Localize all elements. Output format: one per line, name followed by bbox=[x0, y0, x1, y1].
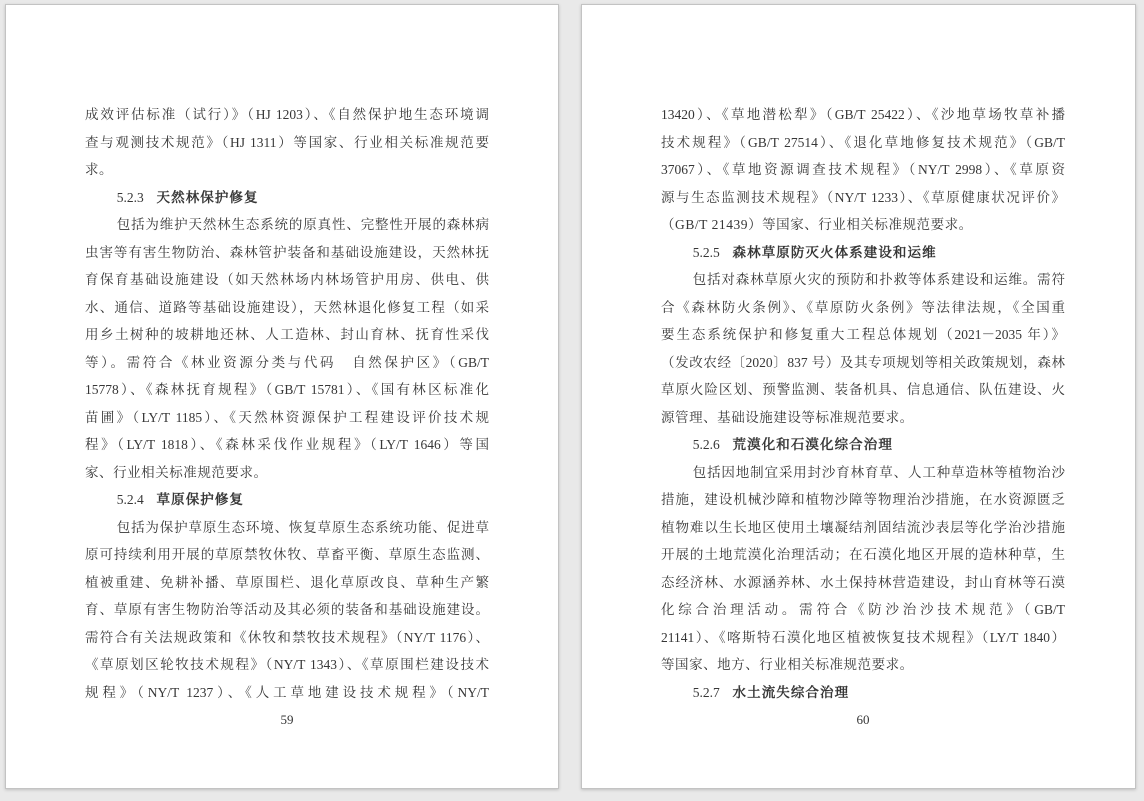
page-text-block bbox=[85, 101, 489, 734]
text-line: 源与生态监测技术规程》（NY/T 1233）、《草原健康状况评价》 bbox=[661, 189, 1065, 205]
text-line: 植物难以生长地区使用土壤凝结剂固结流沙表层等化学治沙措施 bbox=[661, 519, 1065, 535]
text-line: 育、草原有害生物防治等活动及其必须的装备和基础设施建设。 bbox=[85, 602, 489, 617]
text-line: 植被重建、免耕补播、草原围栏、退化草原改良、草种生产繁 bbox=[85, 574, 489, 590]
text-line: 求。 bbox=[85, 162, 114, 177]
text-line: 要生态系统保护和修复重大工程总体规划（2021－2035 年）》 bbox=[661, 327, 1065, 342]
text-line: 程》（LY/T 1818）、《森林采伐作业规程》（LY/T 1646）等国 bbox=[85, 437, 489, 452]
text-line: 措施，建设机械沙障和植物沙障等物理治沙措施，在水资源匮乏 bbox=[661, 492, 1065, 507]
document-page-59 bbox=[5, 4, 559, 789]
section-number: 5.2.7 bbox=[692, 684, 720, 700]
text-line: 源管理、基础设施建设等标准规范要求。 bbox=[661, 409, 914, 425]
section-title: 水土流失综合治理 bbox=[732, 684, 850, 700]
section-number: 5.2.5 bbox=[692, 244, 720, 260]
text-line: 等国家、地方、行业相关标准规范要求。 bbox=[661, 657, 914, 672]
text-line: 苗圃》（LY/T 1185）、《天然林资源保护工程建设评价技术规 bbox=[85, 409, 489, 425]
text-line: 查与观测技术规范》（HJ 1311）等国家、行业相关标准规范要 bbox=[85, 134, 489, 150]
document-page-60 bbox=[581, 4, 1136, 789]
text-line: 规程》（NY/T 1237）、《人工草地建设技术规程》（NY/T bbox=[85, 684, 489, 700]
text-line: （GB/T 21439）等国家、行业相关标准规范要求。 bbox=[661, 217, 973, 232]
text-line: 包括为维护天然林生态系统的原真性、完整性开展的森林病 bbox=[116, 217, 489, 232]
text-line: 包括对森林草原火灾的预防和扑救等体系建设和运维。需符 bbox=[692, 272, 1065, 287]
section-title: 荒漠化和石漠化综合治理 bbox=[732, 437, 893, 452]
page-text-block bbox=[661, 101, 1065, 734]
text-line: 水、通信、道路等基础设施建设），天然林退化修复工程（如采 bbox=[85, 299, 489, 315]
text-line: 合《森林防火条例》、《草原防火条例》等法律法规，《全国重 bbox=[661, 299, 1065, 315]
section-title: 草原保护修复 bbox=[156, 492, 245, 507]
section-heading bbox=[85, 184, 489, 212]
text-line: 37067）、《草地资源调查技术规程》（NY/T 2998）、《草原资 bbox=[661, 162, 1065, 177]
section-number: 5.2.4 bbox=[116, 492, 144, 507]
text-line: 育保育基础设施建设（如天然林场内林场管护用房、供电、供 bbox=[85, 272, 489, 287]
text-line: 15778）、《森林抚育规程》（GB/T 15781）、《国有林区标准化 bbox=[85, 382, 489, 397]
page-number: 60 bbox=[856, 712, 870, 727]
page-number: 59 bbox=[280, 712, 294, 727]
text-line: 需符合有关法规政策和《休牧和禁牧技术规程》（NY/T 1176）、 bbox=[85, 629, 489, 645]
section-heading bbox=[661, 679, 1065, 707]
text-line: 虫害等有害生物防治、森林管护装备和基础设施建设，天然林抚 bbox=[85, 244, 489, 260]
text-line: 13420）、《草地潜松犁》（GB/T 25422）、《沙地草场牧草补播 bbox=[661, 107, 1065, 122]
section-title: 森林草原防灭火体系建设和运维 bbox=[732, 244, 937, 260]
text-line: 技术规程》（GB/T 27514）、《退化草地修复技术规范》（GB/T bbox=[661, 134, 1065, 150]
text-line: 态经济林、水源涵养林、水土保持林营造建设，封山育林等石漠 bbox=[661, 574, 1065, 590]
text-line: 化综合治理活动。需符合《防沙治沙技术规范》（GB/T bbox=[661, 602, 1065, 617]
text-line: 开展的土地荒漠化治理活动；在石漠化地区开展的造林种草，生 bbox=[661, 547, 1065, 562]
text-line: 《草原划区轮牧技术规程》（NY/T 1343）、《草原围栏建设技术 bbox=[85, 657, 489, 672]
text-line: 家、行业相关标准规范要求。 bbox=[85, 464, 268, 480]
section-number: 5.2.3 bbox=[116, 189, 144, 205]
text-line: 原可持续利用开展的草原禁牧休牧、草畜平衡、草原生态监测、 bbox=[85, 547, 489, 562]
section-heading bbox=[661, 239, 1065, 267]
section-title: 天然林保护修复 bbox=[156, 189, 259, 205]
section-heading bbox=[85, 486, 489, 514]
section-number: 5.2.6 bbox=[692, 437, 720, 452]
text-line: 包括因地制宜采用封沙育林育草、人工种草造林等植物治沙 bbox=[692, 464, 1065, 480]
text-line: 用乡土树种的坡耕地还林、人工造林、封山育林、抚育性采伐 bbox=[85, 327, 489, 342]
text-line: （发改农经〔2020〕837 号）及其专项规划等相关政策规划，森林 bbox=[661, 354, 1065, 370]
text-line: 草原火险区划、预警监测、装备机具、信息通信、队伍建设、火 bbox=[661, 382, 1065, 397]
text-line: 等）。需符合《林业资源分类与代码 自然保护区》（GB/T bbox=[85, 354, 489, 370]
section-heading bbox=[661, 431, 1065, 459]
text-line: 21141）、《喀斯特石漠化地区植被恢复技术规程》（LY/T 1840） bbox=[661, 629, 1065, 645]
text-line: 成效评估标准（试行）》（HJ 1203）、《自然保护地生态环境调 bbox=[85, 107, 489, 122]
text-line: 包括为保护草原生态环境、恢复草原生态系统功能、促进草 bbox=[116, 519, 489, 535]
